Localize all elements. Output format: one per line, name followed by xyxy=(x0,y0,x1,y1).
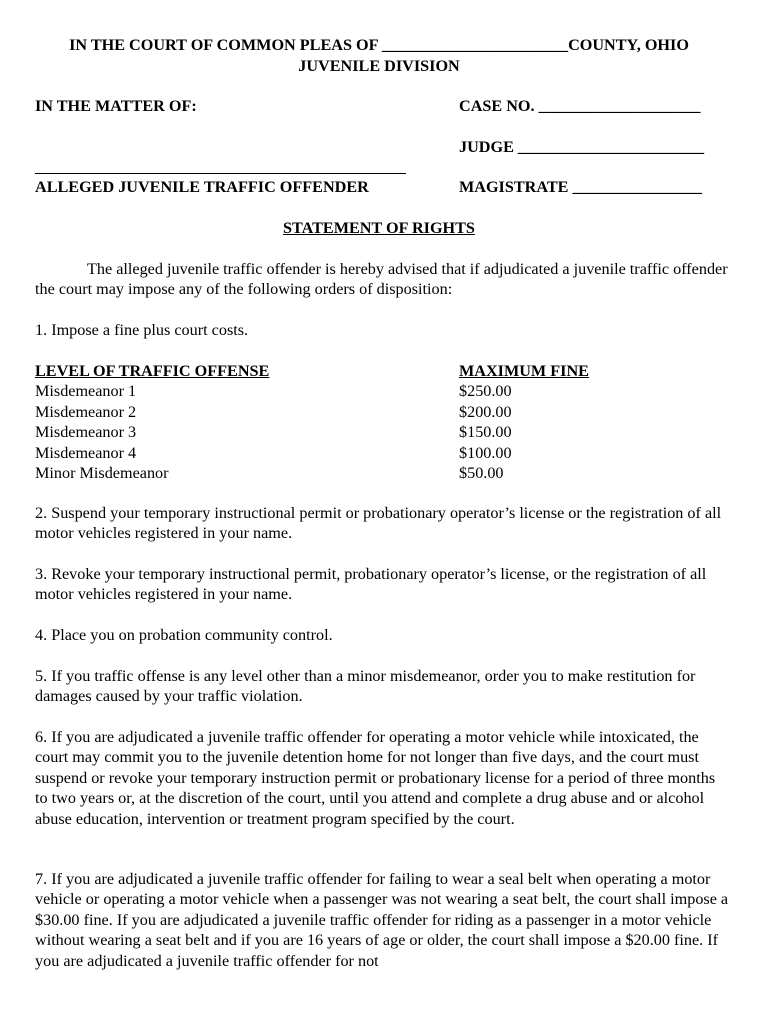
maximum-fine: $50.00 xyxy=(459,464,504,482)
offense-level: Misdemeanor 1 xyxy=(35,382,137,401)
disposition-item-7 xyxy=(35,869,730,971)
offense-level: Minor Misdemeanor xyxy=(35,464,169,482)
table-row xyxy=(35,402,635,422)
item-1-text: 1. Impose a fine plus court costs. xyxy=(35,321,249,339)
table-row xyxy=(35,422,635,442)
case-number-field: CASE NO. ____________________ xyxy=(459,97,701,115)
table-row xyxy=(35,463,635,483)
fine-table-header xyxy=(35,361,635,381)
offense-level: Misdemeanor 2 xyxy=(35,402,137,421)
table-row xyxy=(35,443,635,463)
intro-text: The alleged juvenile traffic offender is hereby advised that if adjudicated a juvenile traffic offender the court may impose any of the following orders of disposition: xyxy=(35,260,728,299)
disposition-item-6 xyxy=(35,727,730,829)
disposition-item-4 xyxy=(35,625,730,645)
maximum-fine: $200.00 xyxy=(459,402,512,421)
item-3-text: 3. Revoke your temporary instructional permit, probationary operator’s license, or the registration of all motor vehicles registered in your name. xyxy=(35,565,707,604)
item-4-text: 4. Place you on probation community control. xyxy=(35,626,333,644)
disposition-item-3 xyxy=(35,564,730,605)
table-row xyxy=(35,381,635,401)
maximum-fine: $150.00 xyxy=(459,423,512,442)
maximum-fine: $250.00 xyxy=(459,382,512,401)
intro-paragraph xyxy=(35,259,730,300)
judge-field: JUDGE _______________________ xyxy=(459,138,705,156)
disposition-item-2 xyxy=(35,503,730,544)
offender-label: ALLEGED JUVENILE TRAFFIC OFFENDER xyxy=(35,178,369,196)
offense-level: Misdemeanor 3 xyxy=(35,423,137,442)
maximum-fine: $100.00 xyxy=(459,443,512,462)
division-header: JUVENILE DIVISION xyxy=(298,57,460,75)
fine-column-header: MAXIMUM FINE xyxy=(459,362,589,380)
offense-level: Misdemeanor 4 xyxy=(35,443,137,462)
matter-label: IN THE MATTER OF: xyxy=(35,97,197,115)
item-7-text: 7. If you are adjudicated a juvenile traffic offender for failing to wear a seal belt when operating a motor vehicle or operating a motor vehicle when a passenger was not wearing a seat belt, the court shall impose a $30.00 fine. If you are adjudicated a juvenile traffic offender for riding as a passenger in a motor vehicle without wearing a seat belt and if you are 16 years of age or older, the court shall impose a $20.00 fine. If you are adjudicated a juvenile traffic offender for not xyxy=(35,870,729,970)
magistrate-field: MAGISTRATE ________________ xyxy=(459,178,702,196)
level-column-header: LEVEL OF TRAFFIC OFFENSE xyxy=(35,362,270,380)
court-header-line: IN THE COURT OF COMMON PLEAS OF _______________________COUNTY, OHIO xyxy=(69,36,689,54)
item-2-text: 2. Suspend your temporary instructional permit or probationary operator’s license or the registration of all motor vehicles registered in your name. xyxy=(35,504,722,543)
juvenile-name-line xyxy=(35,173,406,174)
document-title: STATEMENT OF RIGHTS xyxy=(283,219,475,237)
disposition-item-5 xyxy=(35,666,730,707)
disposition-item-1 xyxy=(35,320,730,340)
item-5-text: 5. If you traffic offense is any level other than a minor misdemeanor, order you to make restitution for damages caused by your traffic violation. xyxy=(35,667,696,706)
item-6-text: 6. If you are adjudicated a juvenile traffic offender for operating a motor vehicle while intoxicated, the court may commit you to the juvenile detention home for not longer than five days, and the court must suspend or revoke your temporary instruction permit or probationary license for a period of three months to two years or, at the discretion of the court, until you attend and complete a drug abuse and or alcohol abuse education, intervention or treatment program specified by the court. xyxy=(35,728,716,828)
